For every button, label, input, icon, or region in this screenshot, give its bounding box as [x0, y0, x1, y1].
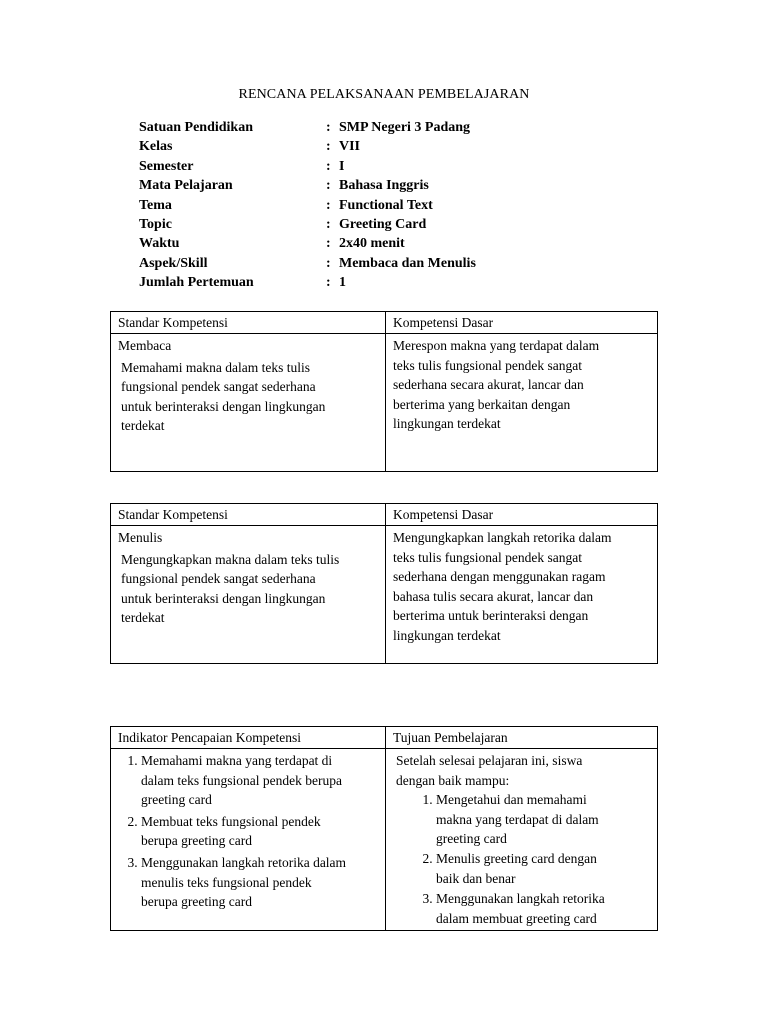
text-line: fungsional pendek sangat sederhana [121, 571, 316, 587]
text-line: bahasa tulis secara akurat, lancar dan [393, 588, 594, 604]
text-line: Mengungkapkan langkah retorika dalam [393, 530, 612, 545]
text-line: greeting card [141, 792, 212, 808]
text-line: 3. Menggunakan langkah retorika dalam [141, 854, 347, 870]
objectives-table [110, 726, 658, 931]
identity-label: Semester [139, 158, 194, 174]
identity-row-jumlah-pertemuan [139, 273, 476, 292]
kompetensi-dasar-cell [386, 334, 658, 472]
identity-value: 1 [339, 275, 346, 291]
table-header-standar-kompetensi: Standar Kompetensi [111, 504, 386, 526]
text-line: terdekat [121, 610, 165, 626]
tujuan-list [386, 790, 657, 928]
text-line: fungsional pendek sangat sederhana [121, 379, 316, 395]
tujuan-cell [386, 749, 658, 931]
competency-table-writing [110, 503, 658, 664]
identity-value: I [339, 158, 345, 174]
text-line: 1. Mengetahui dan memahami [436, 792, 587, 808]
identity-label: Jumlah Pertemuan [139, 275, 254, 291]
table-header-tujuan: Tujuan Pembelajaran [386, 727, 658, 749]
list-item [141, 853, 379, 912]
identity-colon: : [326, 158, 331, 174]
identity-row-mata-pelajaran [139, 176, 476, 195]
list-item [141, 751, 379, 810]
text-line: lingkungan terdekat [393, 627, 501, 643]
identity-label: Kelas [139, 139, 173, 155]
text-line: 3. Menggunakan langkah retorika [436, 891, 605, 907]
identity-colon: : [326, 197, 331, 213]
identity-block [139, 118, 476, 293]
text-line: terdekat [121, 418, 165, 434]
indikator-cell [111, 749, 386, 931]
identity-label: Aspek/Skill [139, 255, 208, 271]
list-item [436, 849, 651, 888]
identity-value: Greeting Card [339, 216, 427, 232]
identity-row-aspek-skill [139, 254, 476, 273]
identity-row-semester [139, 157, 476, 176]
identity-label: Topic [139, 216, 172, 232]
identity-row-kelas [139, 137, 476, 156]
identity-colon: : [326, 178, 331, 194]
text-line: berterima untuk berinteraksi dengan [393, 608, 589, 624]
table-header-indikator: Indikator Pencapaian Kompetensi [111, 727, 386, 749]
standar-kompetensi-cell [111, 526, 386, 664]
identity-value: Functional Text [339, 197, 433, 213]
text-line: dalam teks fungsional pendek berupa [141, 772, 342, 788]
identity-row-tema [139, 196, 476, 215]
standar-kompetensi-cell [111, 334, 386, 472]
indikator-list [111, 751, 385, 912]
list-item [436, 790, 651, 849]
text-line: sederhana dengan menggunakan ragam [393, 569, 606, 585]
text-line: teks tulis fungsional pendek sangat [393, 549, 582, 565]
identity-label: Satuan Pendidikan [139, 120, 253, 135]
identity-colon: : [326, 216, 331, 232]
text-line: dalam membuat greeting card [436, 910, 597, 926]
text-line: baik dan benar [436, 871, 516, 887]
text-line: sederhana secara akurat, lancar dan [393, 377, 584, 393]
text-line: lingkungan terdekat [393, 416, 501, 432]
text-line: Mengungkapkan makna dalam teks tulis [121, 551, 340, 567]
text-line: makna yang terdapat di dalam [436, 811, 599, 827]
identity-colon: : [326, 275, 331, 291]
table-header-standar-kompetensi: Standar Kompetensi [111, 312, 386, 334]
identity-row-topic [139, 215, 476, 234]
skill-label: Membaca [118, 338, 172, 353]
skill-label: Menulis [118, 530, 163, 545]
text-line: berupa greeting card [141, 894, 252, 910]
text-line: greeting card [436, 831, 507, 847]
document-title: RENCANA PELAKSANAAN PEMBELAJARAN [238, 87, 530, 102]
identity-value: Bahasa Inggris [339, 178, 429, 194]
identity-value: SMP Negeri 3 Padang [339, 120, 471, 135]
text-line: Setelah selesai pelajaran ini, siswa [396, 753, 583, 768]
identity-colon: : [326, 120, 331, 135]
identity-label: Waktu [139, 236, 180, 252]
text-line: Merespon makna yang terdapat dalam [393, 338, 600, 353]
text-line: teks tulis fungsional pendek sangat [393, 357, 582, 373]
table-header-kompetensi-dasar: Kompetensi Dasar [386, 504, 658, 526]
text-line: Memahami makna dalam teks tulis [121, 359, 310, 375]
text-line: untuk berinteraksi dengan lingkungan [121, 590, 326, 606]
identity-colon: : [326, 139, 331, 155]
identity-row-satuan-pendidikan [139, 118, 476, 137]
competency-table-reading [110, 311, 658, 472]
list-item [141, 812, 379, 851]
identity-row-waktu [139, 234, 476, 253]
list-item [436, 889, 651, 928]
text-line: dengan baik mampu: [396, 772, 510, 788]
table-header-kompetensi-dasar: Kompetensi Dasar [386, 312, 658, 334]
identity-colon: : [326, 255, 331, 271]
identity-value: Membaca dan Menulis [339, 255, 476, 271]
text-line: berupa greeting card [141, 833, 252, 849]
identity-label: Tema [139, 197, 172, 213]
identity-colon: : [326, 236, 331, 252]
kompetensi-dasar-cell [386, 526, 658, 664]
text-line: untuk berinteraksi dengan lingkungan [121, 398, 326, 414]
text-line: 1. Memahami makna yang terdapat di [141, 753, 333, 768]
identity-label: Mata Pelajaran [139, 178, 233, 194]
text-line: 2. Membuat teks fungsional pendek [141, 813, 321, 829]
text-line: menulis teks fungsional pendek [141, 874, 312, 890]
text-line: berterima yang berkaitan dengan [393, 396, 571, 412]
identity-value: VII [339, 139, 361, 155]
text-line: 2. Menulis greeting card dengan [436, 851, 597, 867]
identity-value: 2x40 menit [339, 236, 405, 252]
